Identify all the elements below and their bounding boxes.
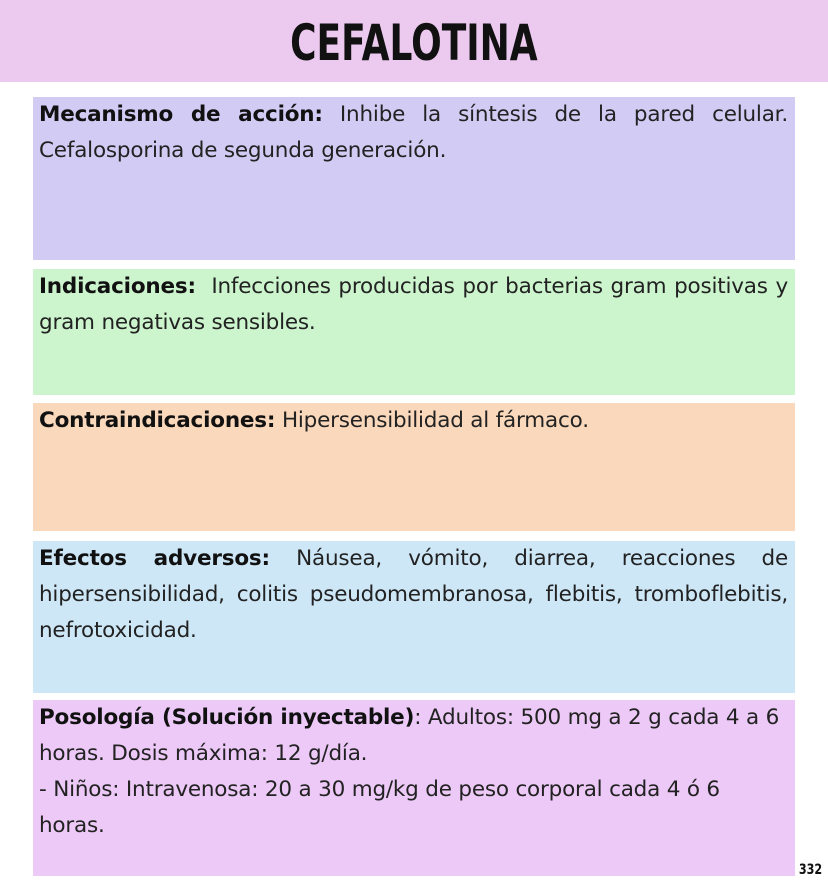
section-efectos-adversos (33, 541, 795, 693)
posologia-paragraph (39, 700, 788, 772)
efectos-text: Náusea, vómito, diarrea, reacciones de hipersensibilidad, colitis pseudomembranosa, flebitis, tromboflebitis, nefrotoxicidad. (39, 546, 788, 643)
page-title: CEFALOTINA (290, 14, 538, 72)
indicaciones-paragraph (39, 269, 795, 341)
posologia-text: : Adultos: 500 mg a 2 g cada 4 a 6 horas. Dosis máxima: 12 g/día. (39, 705, 780, 766)
posologia-label: Posología (Solución inyectable) (39, 705, 415, 730)
mecanismo-paragraph (39, 97, 788, 169)
section-mecanismo (33, 97, 795, 260)
mecanismo-label: Mecanismo de acción: (39, 102, 323, 127)
section-indicaciones (33, 269, 795, 395)
contraindicaciones-paragraph (39, 403, 788, 439)
indicaciones-label: Indicaciones: (39, 274, 196, 299)
contraindicaciones-text: Hipersensibilidad al fármaco. (275, 408, 589, 433)
posologia-ninos: - Niños: Intravenosa: 20 a 30 mg/kg de peso corporal cada 4 ó 6 horas. (39, 777, 720, 838)
page-number: 332 (798, 862, 822, 878)
section-posologia (33, 700, 795, 876)
title-bar (0, 0, 828, 82)
mecanismo-text: Inhibe la síntesis de la pared celular. Cefalosporina de segunda generación. (39, 102, 788, 163)
section-contraindicaciones (33, 403, 795, 531)
indicaciones-text: Infecciones producidas por bacterias gram positivas y gram negativas sensibles. (39, 274, 795, 335)
efectos-paragraph (39, 541, 788, 649)
efectos-label: Efectos adversos: (39, 546, 270, 571)
contraindicaciones-label: Contraindicaciones: (39, 408, 276, 433)
